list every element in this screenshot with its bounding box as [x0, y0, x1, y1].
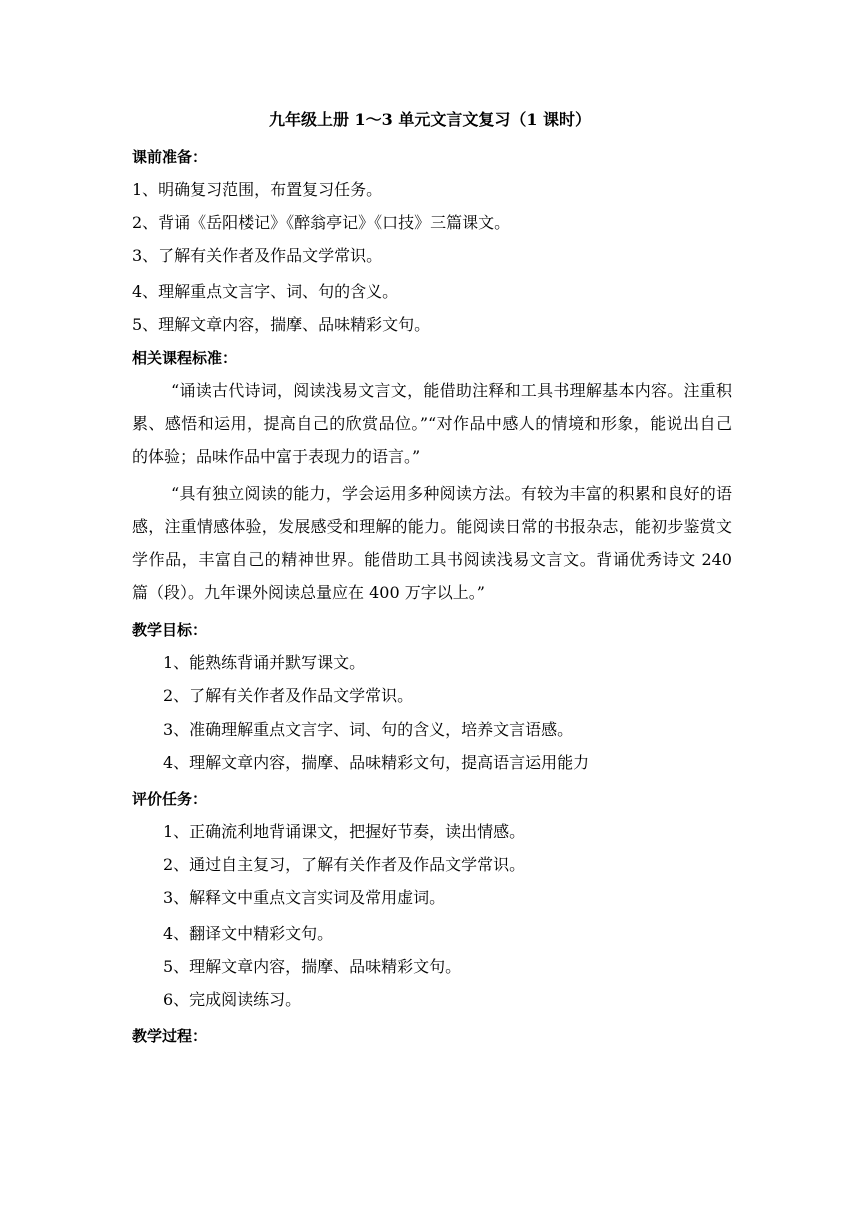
list-item: 1、正确流利地背诵课文，把握好节奏，读出情感。 [163, 822, 526, 841]
list-item: 3、解释文中重点文言实词及常用虚词。 [163, 888, 446, 907]
section-heading-teaching-goals: 教学目标： [132, 621, 208, 639]
document-title: 九年级上册 1～3 单元文言文复习（1 课时） [268, 110, 592, 129]
list-item: 4、理解文章内容，揣摩、品味精彩文句，提高语言运用能力 [163, 753, 590, 772]
list-item: 1、能熟练背诵并默写课文。 [163, 653, 366, 672]
section-heading-evaluation-tasks: 评价任务： [132, 790, 208, 808]
list-item: 5、理解文章内容，揣摩、品味精彩文句。 [132, 315, 431, 334]
paragraph: “诵读古代诗词，阅读浅易文言文，能借助注释和工具书理解基本内容。注重积累、感悟和运用，提高自己的欣赏品位。”“对作品中感人的情境和形象，能说出自己的体验；品味作品中富于表现力的语言。” [132, 381, 732, 466]
list-item: 4、理解重点文言字、词、句的含义。 [132, 282, 399, 301]
list-item: 2、通过自主复习，了解有关作者及作品文学常识。 [163, 855, 526, 874]
section-heading-teaching-process: 教学过程： [132, 1027, 208, 1045]
list-item: 2、了解有关作者及作品文学常识。 [163, 686, 414, 705]
section-heading-curriculum-standards: 相关课程标准： [132, 349, 238, 367]
list-item: 6、完成阅读练习。 [163, 990, 302, 1009]
section-heading-preparation: 课前准备： [132, 148, 208, 166]
list-item: 1、明确复习范围，布置复习任务。 [132, 180, 383, 199]
list-item: 4、翻译文中精彩文句。 [163, 924, 334, 943]
list-item: 3、准确理解重点文言字、词、句的含义，培养文言语感。 [163, 720, 574, 739]
paragraph: “具有独立阅读的能力，学会运用多种阅读方法。有较为丰富的积累和良好的语感，注重情感体验，发展感受和理解的能力。能阅读日常的书报杂志，能初步鉴赏文学作品，丰富自己的精神世界。能借助工具书阅读浅易文言文。背诵优秀诗文 240 篇（段）。九年课外阅读总量应在 400 万字以上。” [132, 484, 732, 602]
list-item: 3、了解有关作者及作品文学常识。 [132, 246, 383, 265]
list-item: 5、理解文章内容，揣摩、品味精彩文句。 [163, 957, 462, 976]
list-item: 2、背诵《岳阳楼记》《醉翁亭记》《口技》三篇课文。 [132, 213, 511, 232]
